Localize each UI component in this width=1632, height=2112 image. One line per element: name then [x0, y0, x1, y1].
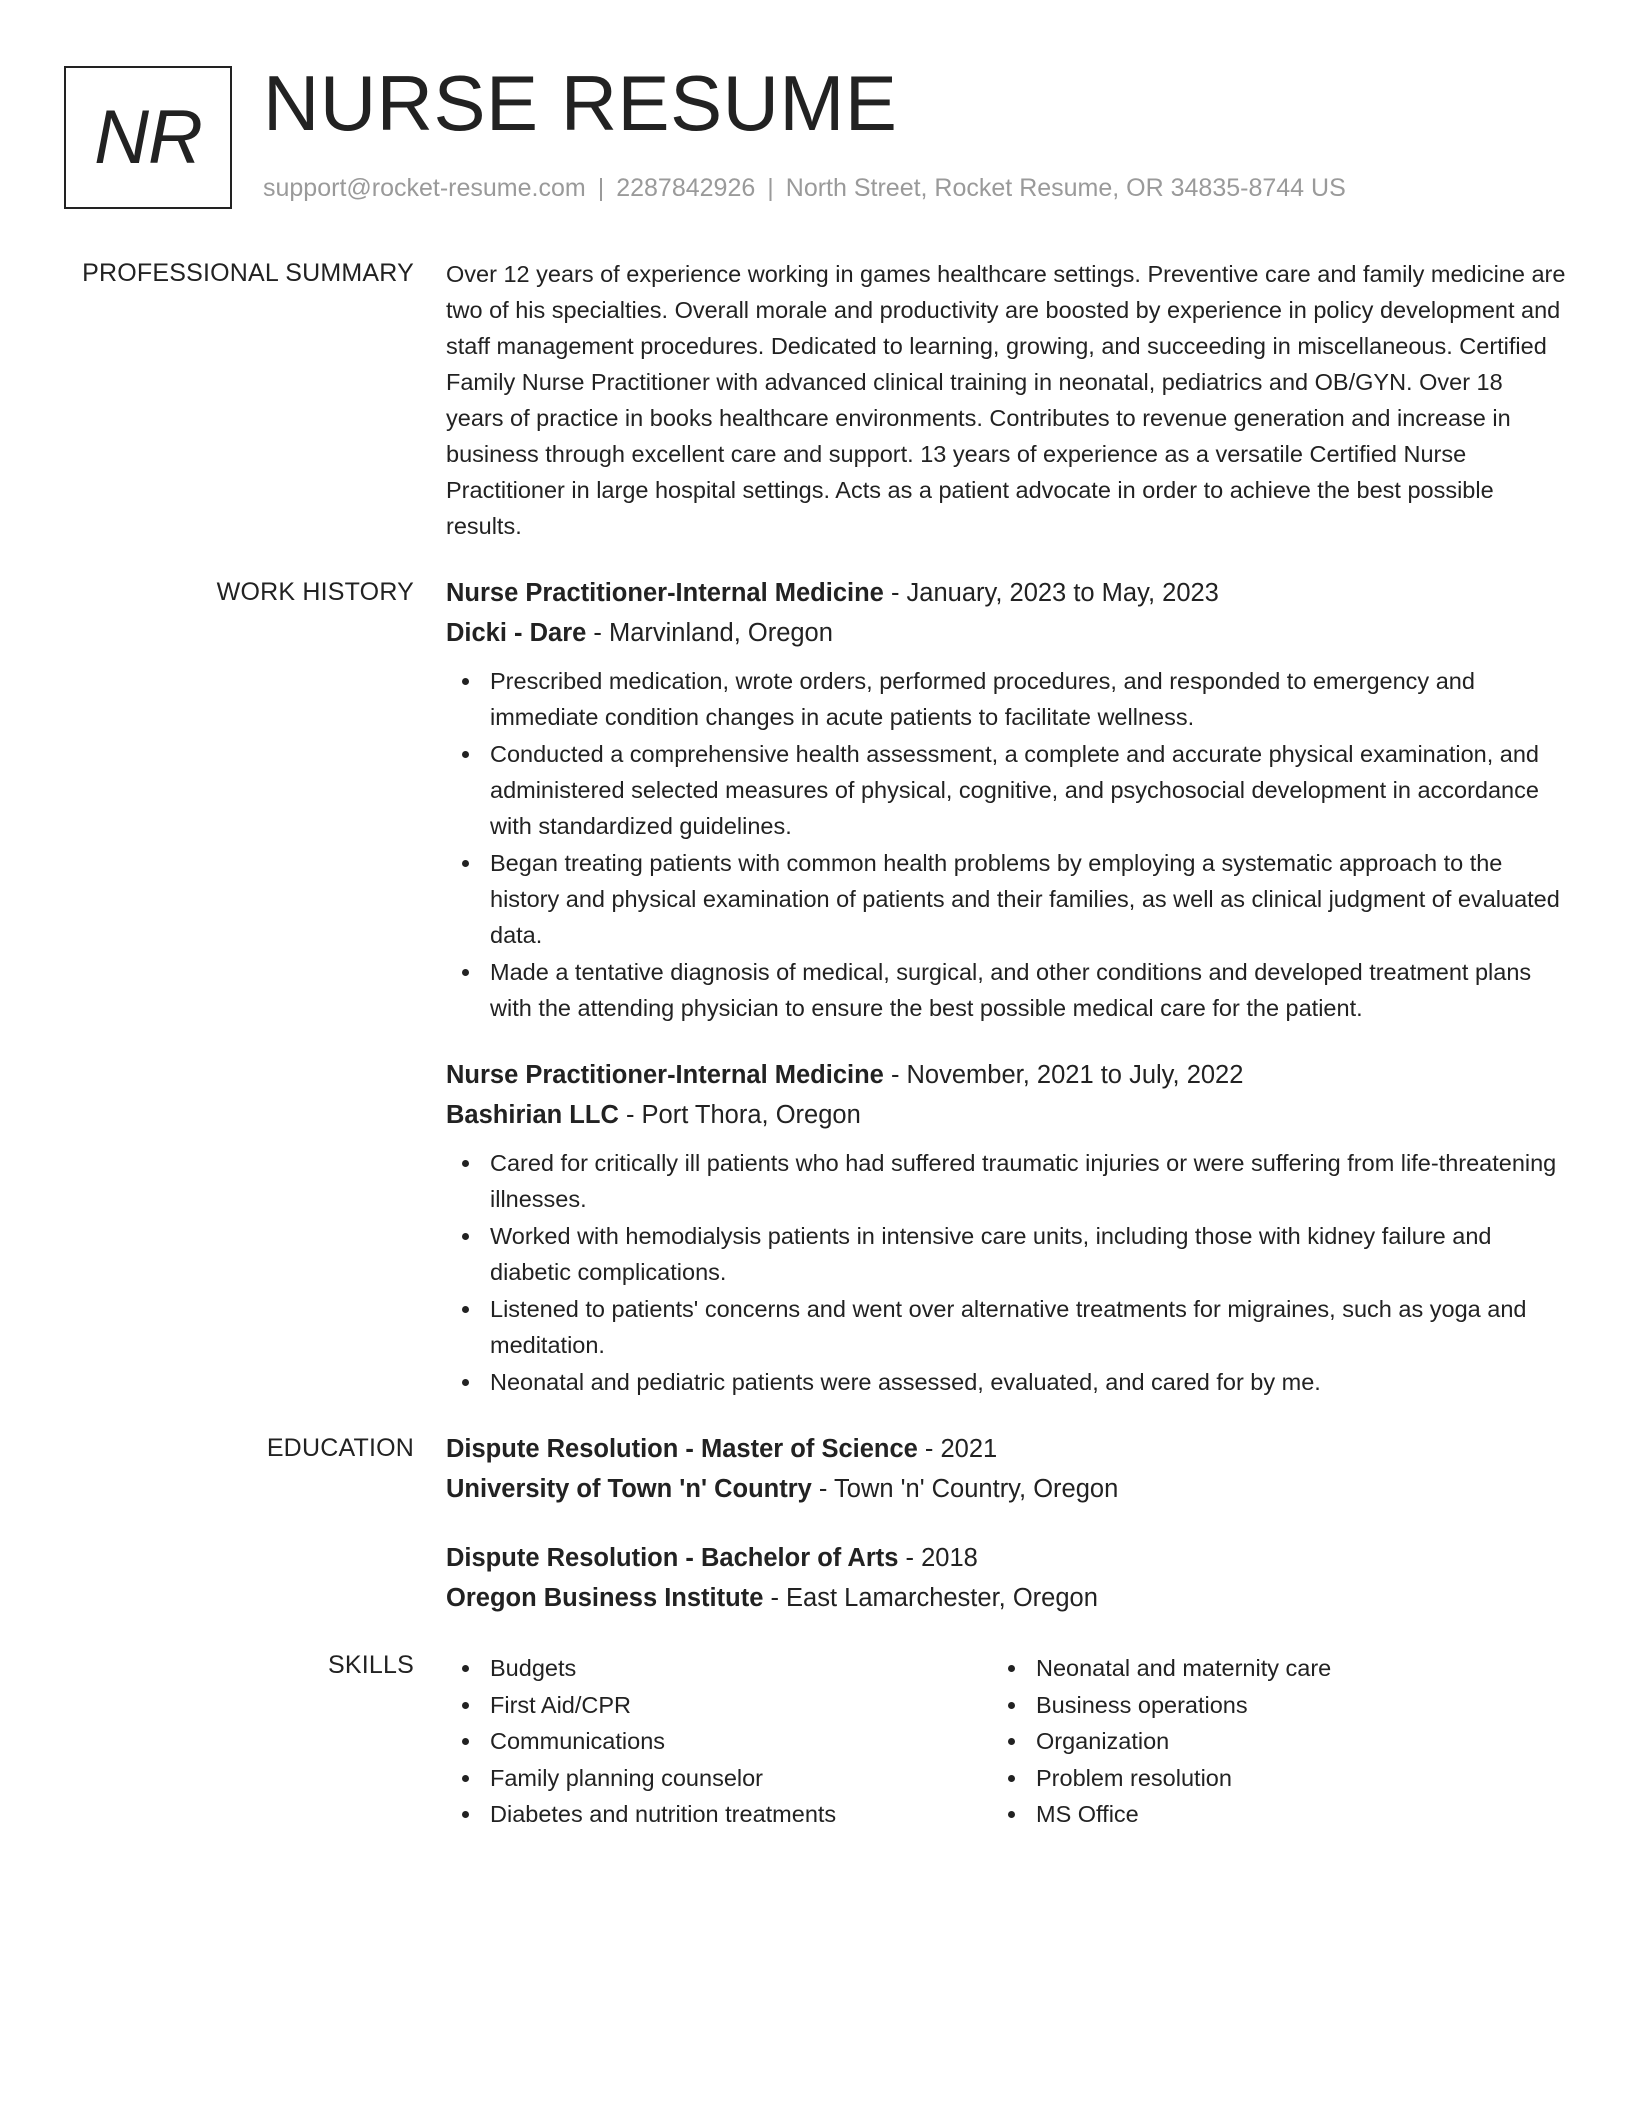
job-dates: - November, 2021 to July, 2022: [883, 1061, 1244, 1089]
section-label-work: WORK HISTORY: [216, 578, 414, 606]
job-duties-list: [446, 663, 1566, 1026]
contact-address: North Street, Rocket Resume, OR 34835-8744 US: [785, 174, 1346, 202]
job-title-line: [446, 1055, 1566, 1095]
school-name: Oregon Business Institute: [446, 1584, 764, 1612]
degree-year: - 2021: [917, 1435, 998, 1463]
contact-email: support@rocket-resume.com: [263, 174, 586, 202]
summary-section: [446, 256, 1566, 544]
skill-item: Business operations: [992, 1687, 1512, 1724]
contact-line: [263, 174, 1346, 203]
section-label-skills: SKILLS: [328, 1651, 414, 1679]
job-company: Dicki - Dare: [446, 619, 587, 647]
job-company-line: [446, 1095, 1566, 1135]
job-duty: Worked with hemodialysis patients in intensive care units, including those with kidney failure and diabetic complications.: [446, 1218, 1566, 1290]
school-line: [446, 1578, 1566, 1618]
degree-line: [446, 1429, 1566, 1469]
skill-item: Neonatal and maternity care: [992, 1650, 1512, 1687]
job-company-line: [446, 613, 1566, 653]
skill-item: Organization: [992, 1723, 1512, 1760]
job-entry: [446, 573, 1566, 1027]
job-duty: Prescribed medication, wrote orders, performed procedures, and responded to emergency and immediate condition changes in acute patients to facilitate wellness.: [446, 663, 1566, 735]
job-location: - Port Thora, Oregon: [618, 1101, 861, 1129]
school-name: University of Town 'n' Country: [446, 1475, 812, 1503]
skill-item: Budgets: [446, 1650, 966, 1687]
summary-text: Over 12 years of experience working in games healthcare settings. Preventive care and family medicine are two of his specialties. Overall morale and productivity are boosted by experience in policy development and staff management procedures. Dedicated to learning, growing, and succeeding in miscellaneous. Certified Family Nurse Practitioner with advanced clinical training in neonatal, pediatrics and OB/GYN. Over 18 years of practice in books healthcare environments. Contributes to revenue generation and increase in business through excellent care and support. 13 years of experience as a versatile Certified Nurse Practitioner in large hospital settings. Acts as a patient advocate in order to achieve the best possible results.: [446, 261, 1566, 539]
skill-item: Communications: [446, 1723, 966, 1760]
education-entry: [446, 1538, 1566, 1618]
education-entry: [446, 1429, 1566, 1509]
degree-line: [446, 1538, 1566, 1578]
job-duty: Neonatal and pediatric patients were assessed, evaluated, and cared for by me.: [446, 1364, 1566, 1400]
job-duty: Conducted a comprehensive health assessment, a complete and accurate physical examination, and administered selected measures of physical, cognitive, and psychosocial development in accordance with standardized guidelines.: [446, 736, 1566, 844]
job-company: Bashirian LLC: [446, 1101, 619, 1129]
section-label-education: EDUCATION: [266, 1434, 414, 1462]
job-title: Nurse Practitioner-Internal Medicine: [446, 1061, 884, 1089]
degree-year: - 2018: [898, 1544, 978, 1572]
contact-separator: |: [597, 174, 605, 202]
job-dates: - January, 2023 to May, 2023: [883, 579, 1219, 607]
school-line: [446, 1469, 1566, 1509]
school-location: - East Lamarchester, Oregon: [763, 1584, 1098, 1612]
job-entry: [446, 1055, 1566, 1401]
contact-phone: 2287842926: [616, 174, 756, 202]
skill-item: Problem resolution: [992, 1760, 1512, 1797]
job-duties-list: [446, 1145, 1566, 1400]
degree-name: Dispute Resolution - Bachelor of Arts: [446, 1544, 899, 1572]
job-duty: Listened to patients' concerns and went over alternative treatments for migraines, such as yoga and meditation.: [446, 1291, 1566, 1363]
degree-name: Dispute Resolution - Master of Science: [446, 1435, 918, 1463]
job-duty: Began treating patients with common health problems by employing a systematic approach to the history and physical examination of patients and their families, as well as clinical judgment of evaluated data.: [446, 845, 1566, 953]
job-duty: Cared for critically ill patients who had suffered traumatic injuries or were suffering from life-threatening illnesses.: [446, 1145, 1566, 1217]
section-label-summary: PROFESSIONAL SUMMARY: [82, 259, 414, 287]
skill-item: Family planning counselor: [446, 1760, 966, 1797]
monogram-initials: NR: [94, 95, 202, 180]
job-duty: Made a tentative diagnosis of medical, surgical, and other conditions and developed treatment plans with the attending physician to ensure the best possible medical care for the patient.: [446, 954, 1566, 1026]
skill-item: Diabetes and nutrition treatments: [446, 1796, 966, 1833]
skills-column-left: [446, 1650, 966, 1833]
job-title: Nurse Practitioner-Internal Medicine: [446, 579, 884, 607]
skill-item: First Aid/CPR: [446, 1687, 966, 1724]
school-location: - Town 'n' Country, Oregon: [811, 1475, 1119, 1503]
skills-list: [992, 1650, 1512, 1833]
contact-separator: |: [767, 174, 774, 202]
skills-list: [446, 1650, 966, 1833]
monogram-box: [64, 66, 232, 209]
job-location: - Marvinland, Oregon: [586, 619, 833, 647]
resume-name: NURSE RESUME: [263, 59, 898, 147]
job-title-line: [446, 573, 1566, 613]
skill-item: MS Office: [992, 1796, 1512, 1833]
skills-column-right: [992, 1650, 1512, 1833]
